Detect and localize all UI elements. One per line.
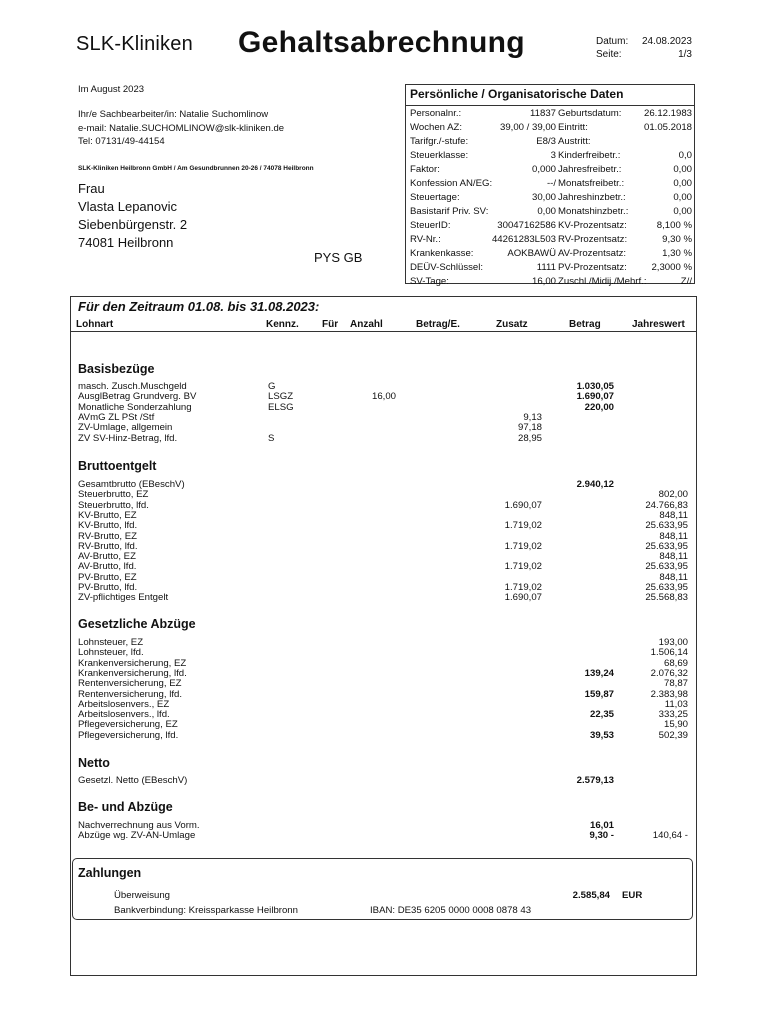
recipient-street: Siebenbürgenstr. 2	[78, 217, 188, 232]
field-label: Tarifgr./-stufe:	[410, 136, 469, 147]
document-title: Gehaltsabrechnung	[238, 26, 525, 59]
line-betrag: 1.690,07	[576, 391, 614, 403]
line-label: PV-Brutto, lfd.	[78, 582, 138, 593]
col-lohnart: Lohnart	[76, 319, 114, 330]
field-value: 1,30 %	[662, 248, 692, 259]
line-item	[78, 423, 690, 433]
clerk-info	[78, 108, 284, 149]
line-label: Abzüge wg. ZV-AN-Umlage	[78, 830, 196, 842]
field-label: Faktor:	[410, 164, 440, 175]
line-zusatz: 97,18	[517, 422, 542, 434]
bank-iban: IBAN: DE35 6205 0000 0008 0878 43	[370, 905, 532, 916]
personal-data-row	[410, 163, 694, 177]
line-jahreswert: 2.076,32	[650, 667, 688, 679]
line-jahreswert: 78,87	[663, 678, 688, 690]
line-jahreswert: 25.633,95	[645, 561, 688, 573]
page-value: 1/3	[678, 49, 692, 60]
section-zahlungen: Zahlungen	[78, 866, 142, 880]
line-label: RV-Brutto, lfd.	[78, 540, 138, 552]
document-meta	[596, 35, 692, 61]
line-label: AV-Brutto, EZ	[78, 551, 136, 563]
line-betrag: 39,53	[589, 729, 614, 741]
line-label: Gesetzl. Netto (EBeschV)	[78, 775, 188, 786]
line-label: Lohnsteuer, EZ	[78, 637, 144, 648]
field-value: Z//	[680, 276, 692, 287]
field-value: AOKBAWÜ	[507, 248, 556, 259]
line-label: Gesamtbrutto (EBeschV)	[78, 479, 185, 490]
recipient-code: PYS GB	[314, 250, 363, 265]
field-value: 26.12.1983	[643, 108, 692, 119]
line-kennz: S	[268, 432, 275, 444]
line-jahreswert: 24.766,83	[645, 499, 688, 511]
line-label: Rentenversicherung, lfd.	[78, 688, 182, 700]
personal-data-row	[410, 121, 694, 135]
bank-name: Bankverbindung: Kreissparkasse Heilbronn	[114, 905, 298, 916]
line-betrag: 159,87	[584, 688, 614, 700]
line-item	[78, 679, 690, 689]
line-jahreswert: 848,11	[659, 509, 688, 521]
field-value: --/	[546, 178, 556, 189]
col-kennz: Kennz.	[266, 319, 299, 330]
section-brutto: Bruttoentgelt	[78, 459, 157, 473]
line-item	[78, 593, 690, 603]
line-betrag: 220,00	[584, 401, 614, 413]
line-item	[78, 521, 690, 531]
field-value: 44261283L503	[491, 234, 556, 245]
field-label: Eintritt:	[558, 122, 588, 133]
field-value: 1111	[536, 262, 556, 273]
field-value: 8,100 %	[656, 220, 692, 231]
personal-data-row	[410, 275, 694, 289]
section-basis: Basisbezüge	[78, 362, 155, 376]
line-label: AusglBetrag Grundverg. BV	[78, 391, 197, 403]
line-zusatz: 1.690,07	[504, 592, 542, 604]
field-value: 0,00	[673, 164, 692, 175]
section-abzuege: Gesetzliche Abzüge	[78, 617, 196, 631]
line-jahreswert: 2.383,98	[650, 688, 688, 700]
field-label: Geburtsdatum:	[558, 108, 622, 119]
line-jahreswert: 502,39	[658, 729, 688, 741]
line-label: KV-Brutto, lfd.	[78, 520, 138, 532]
line-jahreswert: 25.568,83	[645, 592, 688, 604]
period-title: Für den Zeitraum 01.08. bis 31.08.2023:	[78, 299, 320, 314]
line-item	[78, 480, 690, 490]
line-zusatz: 28,95	[517, 432, 542, 444]
personal-data-row	[410, 247, 694, 261]
field-label: RV-Nr.:	[410, 234, 441, 245]
field-label: Steuerklasse:	[410, 150, 469, 161]
line-label: KV-Brutto, EZ	[78, 509, 137, 521]
line-betrag: 1.030,05	[576, 381, 614, 392]
line-zusatz: 1.719,02	[504, 561, 542, 573]
line-betrag: 2.579,13	[576, 775, 614, 786]
line-item	[78, 434, 690, 444]
line-jahreswert: 68,69	[663, 657, 688, 669]
line-betrag: 2.940,12	[576, 479, 614, 490]
line-jahreswert: 802,00	[658, 489, 688, 501]
line-jahreswert: 25.633,95	[645, 540, 688, 552]
line-item	[78, 831, 690, 841]
field-label: KV-Prozentsatz:	[558, 220, 627, 231]
field-value: 3	[550, 150, 556, 161]
personal-data-row	[410, 219, 694, 233]
field-label: Krankenkasse:	[410, 248, 474, 259]
personal-data-grid	[410, 107, 694, 289]
col-anzahl: Anzahl	[350, 319, 383, 330]
line-zusatz: 1.719,02	[504, 582, 542, 593]
field-value: 0,000	[531, 164, 556, 175]
line-label: ZV-Umlage, allgemein	[78, 422, 173, 434]
personal-data-row	[410, 233, 694, 247]
personal-data-row	[410, 135, 694, 149]
header-divider	[70, 331, 697, 332]
line-label: Steuerbrutto, EZ	[78, 489, 149, 501]
line-item	[78, 690, 690, 700]
line-item	[78, 532, 690, 542]
line-label: Rentenversicherung, EZ	[78, 678, 182, 690]
line-item	[78, 490, 690, 500]
field-value	[638, 135, 692, 149]
field-value: 39,00 / 39,00	[499, 122, 556, 133]
field-value: 0,0	[678, 150, 692, 161]
line-item	[78, 552, 690, 562]
line-kennz: G	[268, 381, 276, 392]
line-jahreswert: 15,90	[663, 719, 688, 731]
date-label: Datum:	[596, 36, 629, 47]
return-address: SLK-Kliniken Heilbronn GmbH / Am Gesundbrunnen 20-26 / 74078 Heilbronn	[78, 165, 314, 172]
line-jahreswert: 848,11	[659, 530, 688, 542]
line-label: RV-Brutto, EZ	[78, 530, 138, 542]
line-label: AVmG ZL PSt /Stf	[78, 411, 155, 423]
personal-data-row	[410, 177, 694, 191]
line-jahreswert: 848,11	[659, 571, 688, 583]
col-betrag: Betrag	[569, 319, 601, 330]
personal-data-title: Persönliche / Organisatorische Daten	[406, 85, 694, 106]
field-label: Personalnr.:	[410, 108, 462, 119]
field-label: Zuschl./Midij./Mehrf.:	[558, 276, 647, 287]
recipient-name: Vlasta Lepanovic	[78, 199, 178, 214]
field-value: 16,00	[531, 276, 556, 287]
line-jahreswert: 140,64 -	[652, 830, 688, 842]
recipient-salutation: Frau	[78, 181, 105, 196]
field-label: Konfession AN/EG:	[410, 178, 493, 189]
line-jahreswert: 11,03	[664, 698, 688, 710]
field-label: Monatshinzbetr.:	[558, 206, 629, 217]
field-value: 01.05.2018	[643, 122, 692, 133]
line-zusatz: 9,13	[523, 411, 542, 423]
company-logo: SLK-Kliniken	[76, 33, 193, 55]
field-label: Jahreshinzbetr.:	[558, 192, 626, 203]
line-label: ZV-pflichtiges Entgelt	[78, 592, 169, 604]
line-label: Arbeitslosenvers., lfd.	[78, 709, 170, 721]
line-label: Krankenversicherung, EZ	[78, 657, 187, 669]
field-label: Steuertage:	[410, 192, 460, 203]
field-label: Austritt:	[558, 136, 591, 147]
field-label: DEÜV-Schlüssel:	[410, 262, 484, 273]
payment-amount: 2.585,84	[572, 890, 610, 901]
col-fuer: Für	[322, 319, 339, 330]
line-betrag: 16,01	[589, 820, 614, 831]
col-betrag-e: Betrag/E.	[416, 319, 460, 330]
section-beab: Be- und Abzüge	[78, 800, 173, 814]
line-label: Arbeitslosenvers., EZ	[78, 698, 170, 710]
payment-type: Überweisung	[114, 890, 170, 901]
personal-data-row	[410, 191, 694, 205]
page-label: Seite:	[596, 49, 622, 60]
field-label: Jahresfreibetr.:	[558, 164, 622, 175]
personal-data-row	[410, 205, 694, 219]
field-label: Basistarif Priv. SV:	[410, 206, 489, 217]
section-netto: Netto	[78, 756, 110, 770]
field-value: 0,00	[673, 206, 692, 217]
date-value: 24.08.2023	[641, 36, 692, 47]
line-label: Pflegeversicherung, lfd.	[78, 729, 179, 741]
field-value: E8/3	[536, 136, 556, 147]
line-kennz: LSGZ	[268, 391, 294, 403]
line-item	[78, 583, 690, 593]
clerk-name: Ihr/e Sachbearbeiter/in: Natalie Suchomlinow	[78, 109, 269, 120]
line-betrag: 9,30 -	[589, 830, 614, 842]
col-jahreswert: Jahreswert	[632, 319, 685, 330]
line-anzahl: 16,00	[371, 391, 396, 403]
field-value: 2,3000 %	[651, 262, 692, 273]
line-jahreswert: 25.633,95	[645, 582, 688, 593]
line-betrag: 22,35	[589, 709, 614, 721]
line-label: Steuerbrutto, lfd.	[78, 499, 149, 511]
field-label: Wochen AZ:	[410, 122, 463, 133]
field-label: SteuerID:	[410, 220, 451, 231]
line-label: PV-Brutto, EZ	[78, 571, 137, 583]
field-label: Monatsfreibetr.:	[558, 178, 625, 189]
personal-data-row	[410, 261, 694, 275]
col-zusatz: Zusatz	[496, 319, 528, 330]
line-jahreswert: 848,11	[659, 551, 688, 563]
field-value: 30,00	[531, 192, 556, 203]
line-label: masch. Zusch.Muschgeld	[78, 381, 187, 392]
field-value: 11837	[530, 108, 556, 119]
field-label: SV-Tage:	[410, 276, 449, 287]
personal-data-row	[410, 149, 694, 163]
recipient-address	[78, 180, 187, 252]
line-betrag: 139,24	[584, 667, 614, 679]
field-value: 9,30 %	[662, 234, 692, 245]
line-label: Lohnsteuer, lfd.	[78, 647, 144, 659]
line-item	[78, 501, 690, 511]
line-label: Nachverrechnung aus Vorm.	[78, 820, 200, 831]
pay-period: Im August 2023	[78, 84, 145, 95]
line-item	[78, 573, 690, 583]
line-zusatz: 1.719,02	[504, 540, 542, 552]
line-item	[78, 776, 690, 786]
field-label: PV-Prozentsatz:	[558, 262, 627, 273]
line-label: AV-Brutto, lfd.	[78, 561, 137, 573]
line-item	[78, 542, 690, 552]
line-item	[78, 731, 690, 741]
line-jahreswert: 1.506,14	[650, 647, 688, 659]
field-value: 0,00	[673, 178, 692, 189]
field-value: 30047162586	[497, 220, 556, 231]
personal-data-box	[405, 84, 695, 287]
clerk-phone: Tel: 07131/49-44154	[78, 136, 165, 147]
line-label: Pflegeversicherung, EZ	[78, 719, 178, 731]
field-value: 0,00	[673, 192, 692, 203]
line-item	[78, 562, 690, 572]
line-label: Krankenversicherung, lfd.	[78, 667, 187, 679]
line-item	[78, 403, 690, 413]
recipient-city: 74081 Heilbronn	[78, 235, 174, 250]
clerk-email: e-mail: Natalie.SUCHOMLINOW@slk-kliniken.de	[78, 122, 285, 134]
field-label: RV-Prozentsatz:	[558, 234, 628, 245]
personal-data-row	[410, 107, 694, 121]
line-item	[78, 638, 690, 648]
line-label: ZV SV-Hinz-Betrag, lfd.	[78, 432, 178, 444]
line-jahreswert: 333,25	[658, 709, 688, 721]
payment-currency: EUR	[622, 890, 643, 901]
line-item	[78, 511, 690, 521]
line-kennz: ELSG	[268, 401, 294, 413]
line-jahreswert: 25.633,95	[645, 520, 688, 532]
field-label: Kinderfreibetr.:	[558, 150, 621, 161]
field-label: AV-Prozentsatz:	[558, 248, 627, 259]
line-zusatz: 1.719,02	[504, 520, 542, 532]
line-zusatz: 1.690,07	[504, 499, 542, 511]
line-jahreswert: 193,00	[658, 637, 688, 648]
line-label: Monatliche Sonderzahlung	[78, 401, 192, 413]
field-value: 0,00	[537, 206, 556, 217]
